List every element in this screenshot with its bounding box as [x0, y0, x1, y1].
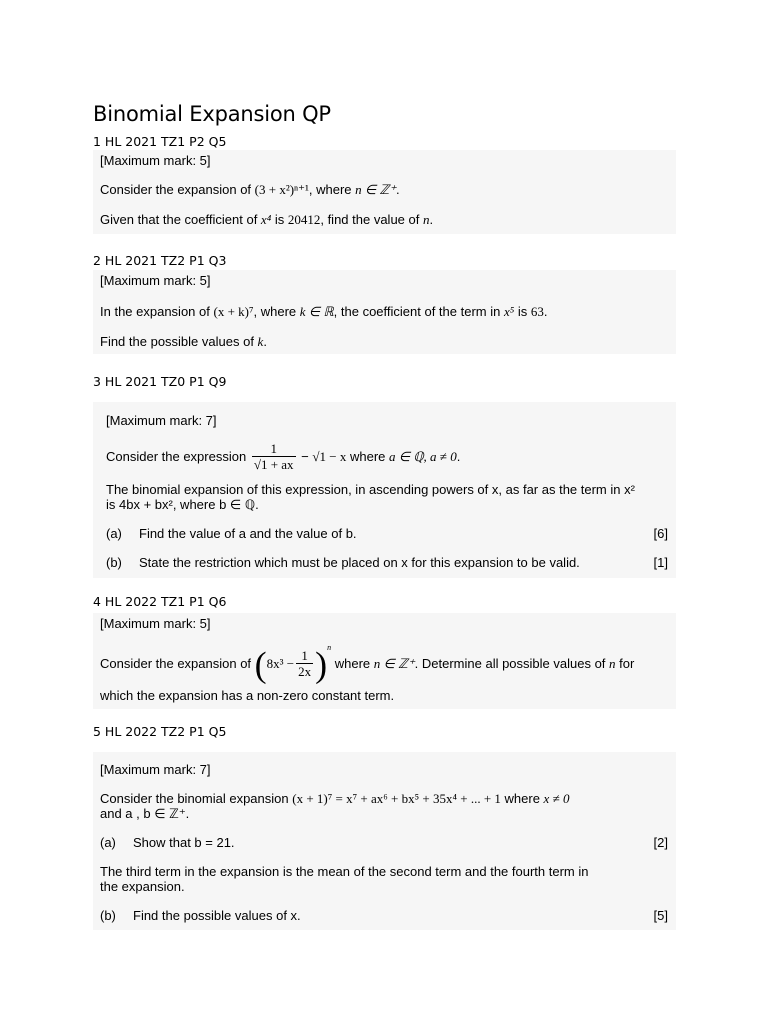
max-mark: [Maximum mark: 5]: [100, 616, 211, 631]
question-2-line-2: Find the possible values of k.: [100, 334, 267, 349]
question-1-box: [93, 150, 676, 234]
max-mark: [Maximum mark: 5]: [100, 273, 211, 288]
question-1-line-1: Consider the expansion of (3 + x²)ⁿ⁺¹, where n ∈ ℤ⁺.: [100, 182, 400, 197]
question-2-line-1: In the expansion of (x + k)⁷, where k ∈ ℝ, the coefficient of the term in x⁵ is 63.: [100, 304, 548, 319]
question-4-heading: 4 HL 2022 TZ1 P1 Q6: [93, 594, 227, 609]
max-mark: [Maximum mark: 7]: [106, 413, 217, 428]
question-3-heading: 3 HL 2021 TZ0 P1 Q9: [93, 374, 227, 389]
question-3-box: [Maximum mark: 7] Consider the expression $\frac{1}{√1 + ax}$ − √1 − x where a ∈ ℚ, a ≠ 0. The binomial expansion of this expression, in ascending powers of x, as far as the term in x² is 4bx + bx², where b ∈ ℚ. (a) Find the value of a and the value of b. [6] (b) State the restriction which must be placed on x for this expansion to be valid. [1]: [93, 402, 676, 578]
question-5-line-2: and a , b ∈ ℤ⁺.: [100, 806, 190, 821]
fraction: $\frac{1}{2x}$: [298, 648, 312, 680]
question-5-line-4: the expansion.: [100, 879, 185, 894]
max-mark: [Maximum mark: 7]: [100, 762, 211, 777]
question-2-heading: 2 HL 2021 TZ2 P1 Q3: [93, 253, 227, 268]
question-3-line-2: The binomial expansion of this expression, in ascending powers of x, as far as the term in x²: [106, 482, 635, 497]
fraction: $\frac{1}{√1 + ax}$: [253, 441, 294, 473]
question-3-line-3: is 4bx + bx², where b ∈ ℚ.: [106, 497, 259, 512]
page-title: Binomial Expansion QP: [93, 102, 331, 127]
question-5-line-1: Consider the binomial expansion (x + 1)⁷ = x⁷ + ax⁶ + bx⁵ + 35x⁴ + ... + 1 where x ≠ 0: [100, 791, 570, 806]
question-5-box: [Maximum mark: 7] Consider the binomial expansion (x + 1)⁷ = x⁷ + ax⁶ + bx⁵ + 35x⁴ + ... + 1 where x ≠ 0 and a , b ∈ ℤ⁺. (a) Show that b = 21. [2] The third term in the expansion is the mean of the second term and the fourth term in the expansion. (b) Find the possible values of x. [5]: [93, 752, 676, 930]
question-4-line-2: which the expansion has a non-zero constant term.: [100, 688, 395, 703]
question-5-heading: 5 HL 2022 TZ2 P1 Q5: [93, 724, 227, 739]
question-1-heading: 1 HL 2021 TZ1 P2 Q5: [93, 134, 227, 149]
question-2-box: [93, 270, 676, 354]
max-mark: [Maximum mark: 5]: [100, 153, 211, 168]
question-4-line-1: Consider the expansion of (8x³ − $\frac{1}{2x}$ )$^n$ where n ∈ ℤ⁺. Determine all possible values of n for: [100, 643, 635, 685]
question-3-line-1: Consider the expression $\frac{1}{√1 + ax}$ − √1 − x where a ∈ ℚ, a ≠ 0.: [106, 441, 461, 473]
question-1-line-2: Given that the coefficient of x⁴ is 20412, find the value of n.: [100, 212, 434, 227]
question-4-box: [93, 613, 676, 709]
question-5-line-3: The third term in the expansion is the mean of the second term and the fourth term in: [100, 864, 589, 879]
